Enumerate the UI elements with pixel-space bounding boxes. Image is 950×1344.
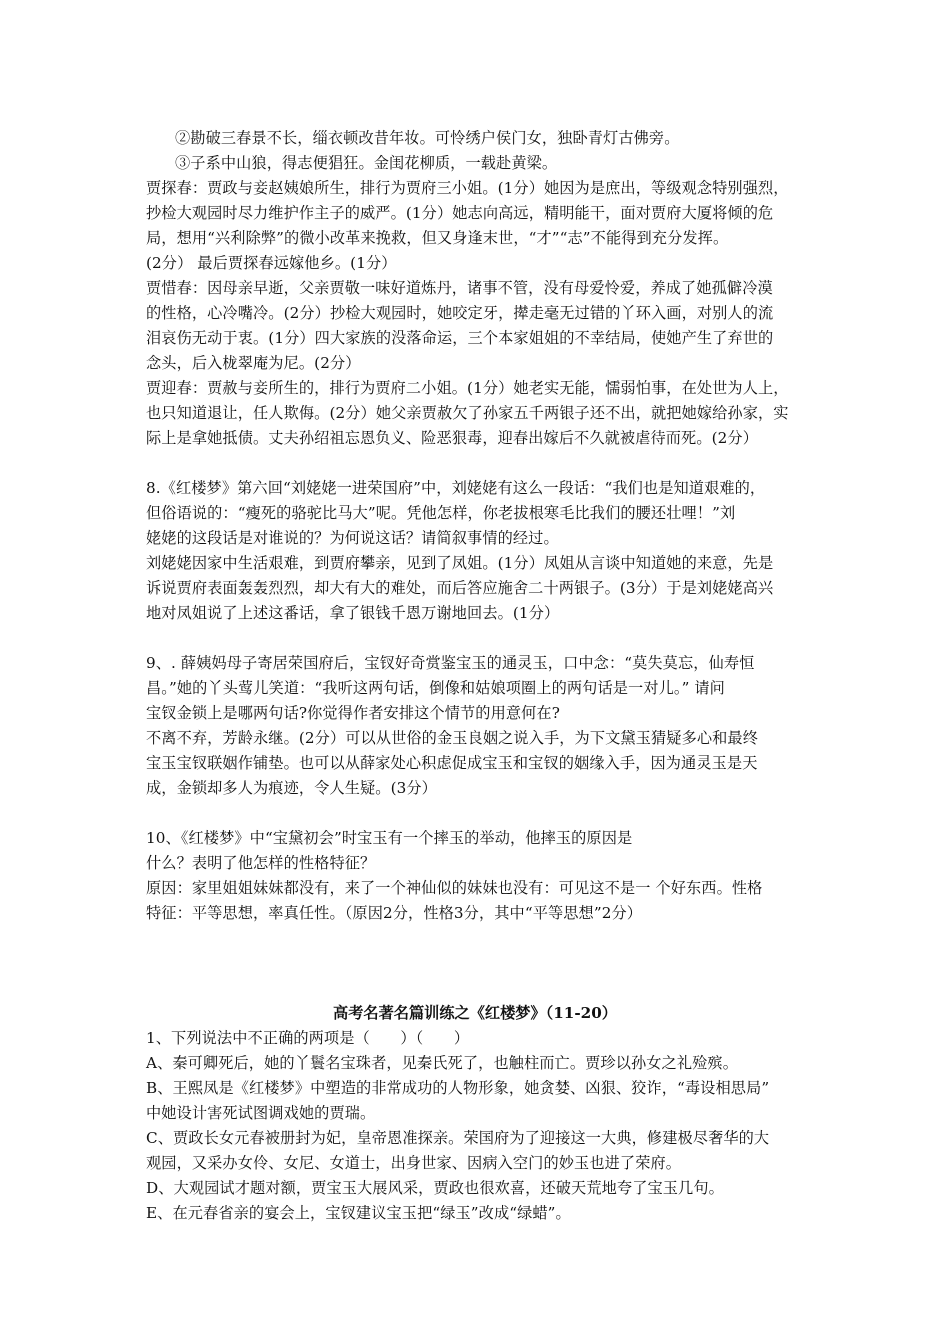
- q8-question-line: 姥姥的这段话是对谁说的？为何说这话？请简叙事情的经过。: [146, 529, 559, 547]
- q10-question-line: 10、《红楼梦》中“宝黛初会”时宝玉有一个摔玉的举动，他摔玉的原因是: [146, 829, 633, 847]
- poem-line-3: ③子系中山狼，得志便猖狂。金闺花柳质，一载赴黄梁。: [175, 154, 558, 172]
- option-line: 中她设计害死试图调戏她的贾瑞。: [146, 1104, 376, 1122]
- option-line: B、王熙凤是《红楼梦》中塑造的非常成功的人物形象，她贪婪、凶狠、狡诈，“毒设相思局”: [146, 1079, 770, 1097]
- q9-answer-line: 成，金锁却多人为痕迹，令人生疑。(3分）: [146, 779, 437, 797]
- option-line: A、秦可卿死后，她的丫鬟名宝珠者，见秦氏死了，也触柱而亡。贾珍以孙女之礼殓殡。: [146, 1054, 738, 1072]
- q9-question-line: 9、. 薛姨妈母子寄居荣国府后，宝钗好奇赏鉴宝玉的通灵玉，口中念：“莫失莫忘，仙寿恒: [146, 654, 755, 672]
- tanchun-line: 贾探春：贾政与妾赵姨娘所生，排行为贾府三小姐。(1分）她因为是庶出，等级观念特别强烈，: [146, 179, 789, 197]
- section-title: 高考名著名篇训练之《红楼梦》（11-20）: [333, 1004, 617, 1022]
- tanchun-line: 抄检大观园时尽力维护作主子的威严。(1分）她志向高远，精明能干，面对贾府大厦将倾的危: [146, 204, 774, 222]
- q9-answer-line: 宝玉宝钗联姻作铺垫。也可以从薛家处心积虑促成宝玉和宝钗的姻缘入手，因为通灵玉是天: [146, 754, 758, 772]
- q9-question-line: 宝钗金锁上是哪两句话?你觉得作者安排这个情节的用意何在?: [146, 704, 560, 722]
- yingchun-line: 也只知道退让，任人欺侮。(2分）她父亲贾赦欠了孙家五千两银子还不出，就把她嫁给孙家，实: [146, 404, 789, 422]
- q8-answer-line: 诉说贾府表面轰轰烈烈，却大有大的难处，而后答应施舍二十两银子。(3分）于是刘姥姥高兴: [146, 579, 774, 597]
- xichun-line: 的性格，心冷嘴冷。(2分）抄检大观园时，她咬定牙，撵走毫无过错的丫环入画，对别人的流: [146, 304, 774, 322]
- yingchun-line: 际上是拿她抵债。丈夫孙绍祖忘恩负义、险恶狠毒，迎春出嫁后不久就被虐待而死。(2分）: [146, 429, 758, 447]
- q10-answer-line: 特征：平等思想，率真任性。（原因2分，性格3分，其中“平等思想”2分）: [146, 904, 643, 922]
- q9-answer-line: 不离不弃，芳龄永继。(2分）可以从世俗的金玉良姻之说入手，为下文黛玉猜疑多心和最终: [146, 729, 759, 747]
- xichun-line: 贾惜春：因母亲早逝，父亲贾敬一味好道炼丹，诸事不管，没有母爱怜爱，养成了她孤僻冷漠: [146, 279, 773, 297]
- q10-question-line: 什么？表明了他怎样的性格特征？: [146, 854, 376, 872]
- option-line: D、大观园试才题对额，贾宝玉大展风采，贾政也很欢喜，还破天荒地夸了宝玉几句。: [146, 1179, 724, 1197]
- q8-question-line: 但俗语说的：“瘦死的骆驼比马大”呢。凭他怎样，你老拔根寒毛比我们的腰还壮哩！”刘: [146, 504, 736, 522]
- q10-answer-line: 原因：家里姐姐妹妹都没有，来了一个神仙似的妹妹也没有：可见这不是一 个好东西。性格: [146, 879, 763, 897]
- yingchun-line: 贾迎春：贾赦与妾所生的，排行为贾府二小姐。(1分）她老实无能，懦弱怕事，在处世为人上，: [146, 379, 789, 397]
- q1-stem: 1、下列说法中不正确的两项是（ ）（ ）: [146, 1029, 470, 1047]
- option-line: E、在元春省亲的宴会上，宝钗建议宝玉把“绿玉”改成“绿蜡”。: [146, 1204, 571, 1222]
- q8-answer-line: 地对凤姐说了上述这番话，拿了银钱千恩万谢地回去。(1分）: [146, 604, 560, 622]
- poem-line-2: ②勘破三春景不长，缁衣顿改昔年妆。可怜绣户侯门女，独卧青灯古佛旁。: [175, 129, 680, 147]
- xichun-line: 泪哀伤无动于衷。(1分）四大家族的没落命运，三个本家姐姐的不幸结局，使她产生了弃世的: [146, 329, 774, 347]
- xichun-line: 念头，后入栊翠庵为尼。(2分）: [146, 354, 361, 372]
- q8-answer-line: 刘姥姥因家中生活艰难，到贾府攀亲，见到了凤姐。(1分）凤姐从言谈中知道她的来意，先是: [146, 554, 774, 572]
- tanchun-line: (2分） 最后贾探春远嫁他乡。(1分）: [146, 254, 397, 272]
- q9-question-line: 昌。”她的丫头莺儿笑道：“我听这两句话，倒像和姑娘项圈上的两句话是一对儿。” 请问: [146, 679, 725, 697]
- option-line: 观园，又采办女伶、女尼、女道士，出身世家、因病入空门的妙玉也进了荣府。: [146, 1154, 682, 1172]
- option-line: C、贾政长女元春被册封为妃，皇帝恩准探亲。荣国府为了迎接这一大典，修建极尽奢华的大: [146, 1129, 770, 1147]
- tanchun-line: 局，想用“兴利除弊”的微小改革来挽救，但又身逢末世，“才”“志”不能得到充分发挥。: [146, 229, 729, 247]
- q8-question-line: 8.《红楼梦》第六回“刘姥姥一进荣国府”中，刘姥姥有这么一段话：“我们也是知道艰难的，: [146, 479, 766, 497]
